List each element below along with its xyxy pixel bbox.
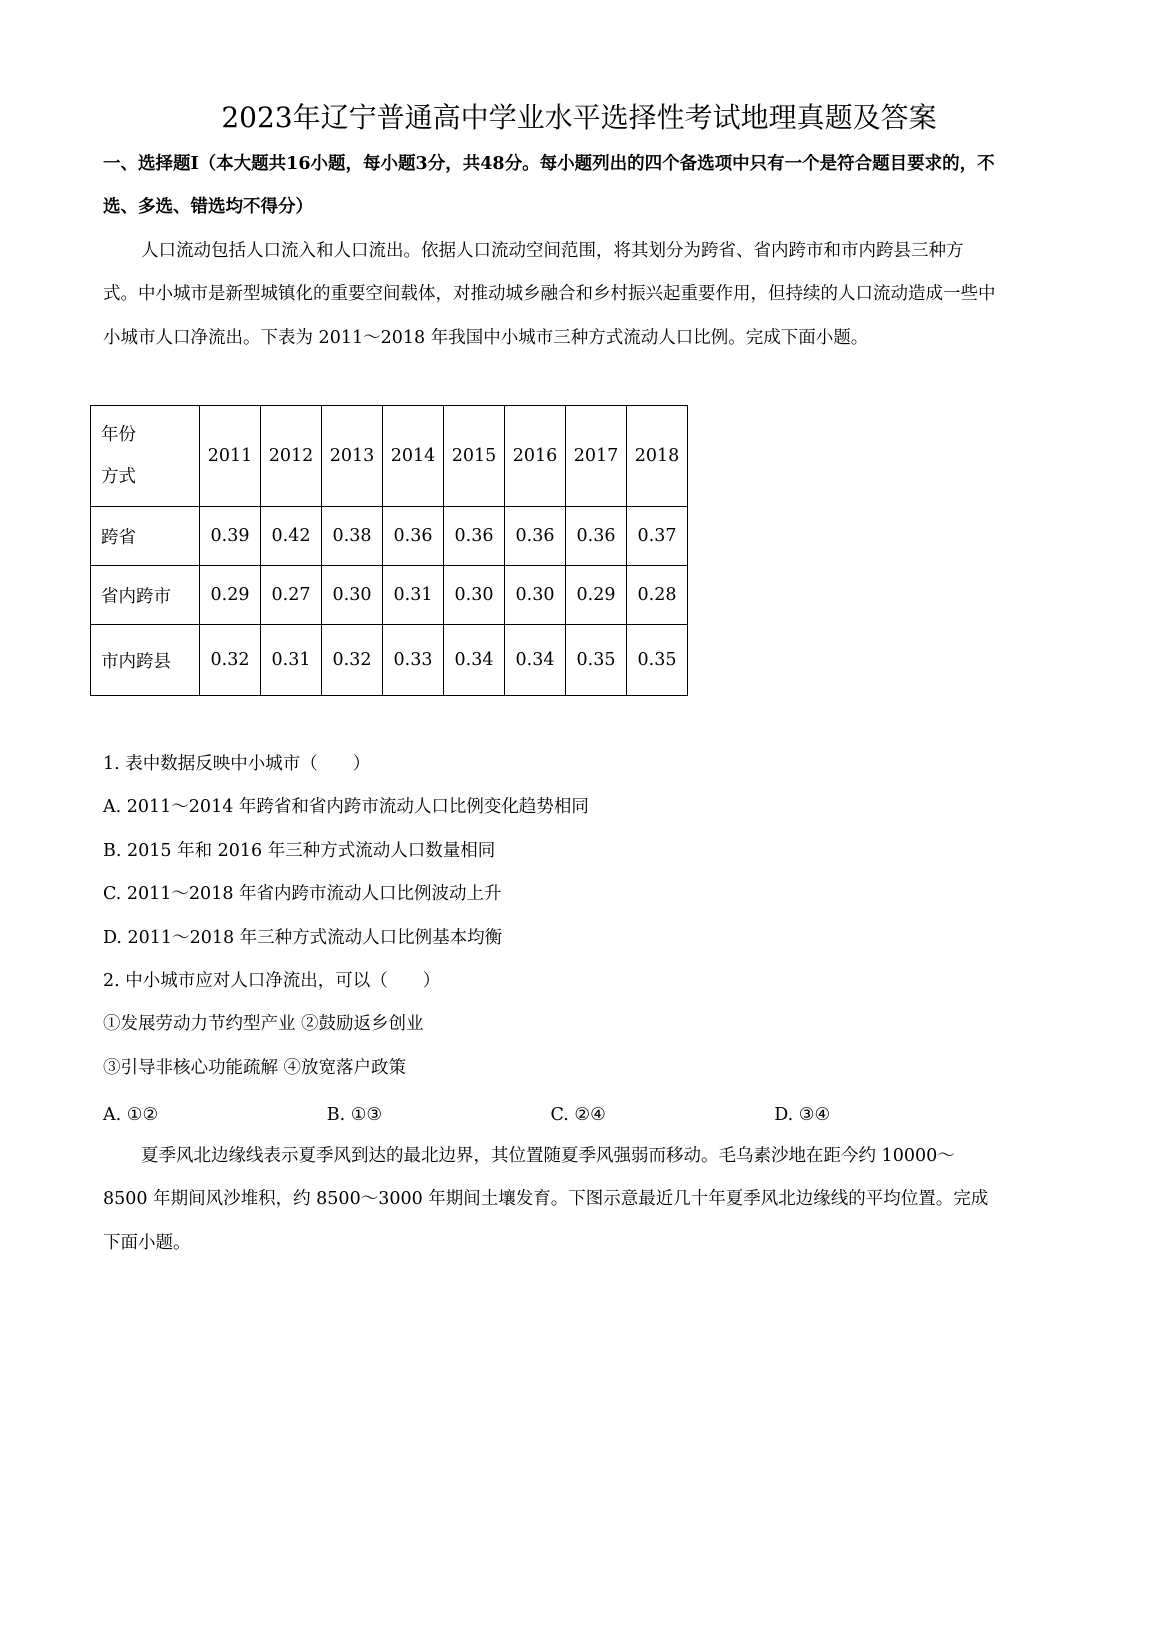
table-cell: 0.29 — [566, 566, 627, 625]
question-1-option-d: D. 2011～2018 年三种方式流动人口比例基本均衡 — [103, 927, 503, 948]
table-cell: 0.30 — [322, 566, 383, 625]
table-cell: 0.32 — [200, 625, 261, 696]
question-2-option-d: D. ③④ — [774, 1105, 831, 1126]
table-cell: 0.33 — [383, 625, 444, 696]
table-cell: 0.38 — [322, 507, 383, 566]
year-header: 2014 — [383, 406, 444, 507]
table-cell: 0.42 — [261, 507, 322, 566]
question-1 — [103, 743, 998, 1138]
question-1-stem: 1. 表中数据反映中小城市（ ） — [103, 754, 371, 774]
row-label: 市内跨县 — [91, 625, 200, 696]
table-cell: 0.35 — [627, 625, 688, 696]
passage-2: 夏季风北边缘线表示夏季风到达的最北边界，其位置随夏季风强弱而移动。毛乌素沙地在距今约 10000～8500 年期间风沙堆积，约 8500～3000 年期间土壤发育。下图示意最近几十年夏季风北边缘线的平均位置。完成下面小题。 — [103, 1146, 989, 1253]
table-cell: 0.34 — [444, 625, 505, 696]
year-header: 2016 — [505, 406, 566, 507]
year-header: 2013 — [322, 406, 383, 507]
table-cell: 0.37 — [627, 507, 688, 566]
year-header: 2015 — [444, 406, 505, 507]
question-2-options — [103, 1094, 998, 1137]
question-2-items-line-1: ①发展劳动力节约型产业 ②鼓励返乡创业 — [103, 1014, 424, 1035]
table-cell: 0.36 — [444, 507, 505, 566]
question-1-option-b: B. 2015 年和 2016 年三种方式流动人口数量相同 — [103, 840, 496, 861]
question-2-option-b: B. ①③ — [326, 1105, 383, 1126]
question-2-stem: 2. 中小城市应对人口净流出，可以（ ） — [103, 971, 441, 992]
table-row — [91, 507, 688, 566]
table-cell: 0.36 — [505, 507, 566, 566]
question-1-option-c: C. 2011～2018 年省内跨市流动人口比例波动上升 — [103, 884, 502, 905]
header-mode-label: 方式 — [101, 467, 136, 487]
migration-table — [90, 405, 688, 696]
document-title: 2023年辽宁普通高中学业水平选择性考试地理真题及答案 — [221, 101, 937, 134]
year-header: 2012 — [261, 406, 322, 507]
table-cell: 0.36 — [383, 507, 444, 566]
table-cell: 0.30 — [505, 566, 566, 625]
table-row — [91, 625, 688, 696]
header-year-label: 年份 — [101, 425, 136, 445]
year-header: 2011 — [200, 406, 261, 507]
question-2-option-c: C. ②④ — [550, 1105, 606, 1126]
table-cell: 0.32 — [322, 625, 383, 696]
question-2-option-a: A. ①② — [103, 1105, 159, 1126]
table-cell: 0.34 — [505, 625, 566, 696]
table-row — [91, 566, 688, 625]
table-cell: 0.31 — [383, 566, 444, 625]
table-cell: 0.35 — [566, 625, 627, 696]
passage-1: 人口流动包括人口流入和人口流出。依据人口流动空间范围，将其划分为跨省、省内跨市和市内跨县三种方式。中小城市是新型城镇化的重要空间载体，对推动城乡融合和乡村振兴起重要作用，但持续的人口流动造成一些中小城市人口净流出。下表为 2011～2018 年我国中小城市三种方式流动人口比例。完成下面小题。 — [103, 241, 996, 348]
table-cell: 0.28 — [627, 566, 688, 625]
section-heading: 一、选择题Ⅰ（本大题共16小题，每小题3分，共48分。每小题列出的四个备选项中只有一个是符合题目要求的，不选、多选、错选均不得分） — [103, 154, 995, 218]
row-label: 跨省 — [91, 507, 200, 566]
question-2-items-line-2: ③引导非核心功能疏解 ④放宽落户政策 — [103, 1057, 407, 1078]
question-1-option-a: A. 2011～2014 年跨省和省内跨市流动人口比例变化趋势相同 — [103, 797, 589, 818]
year-header: 2017 — [566, 406, 627, 507]
header-corner-cell — [91, 406, 200, 507]
table-cell: 0.29 — [200, 566, 261, 625]
table-header-row — [91, 406, 688, 507]
table-cell: 0.36 — [566, 507, 627, 566]
row-label: 省内跨市 — [91, 566, 200, 625]
table-cell: 0.31 — [261, 625, 322, 696]
table-cell: 0.30 — [444, 566, 505, 625]
year-header: 2018 — [627, 406, 688, 507]
table-cell: 0.27 — [261, 566, 322, 625]
table-cell: 0.39 — [200, 507, 261, 566]
